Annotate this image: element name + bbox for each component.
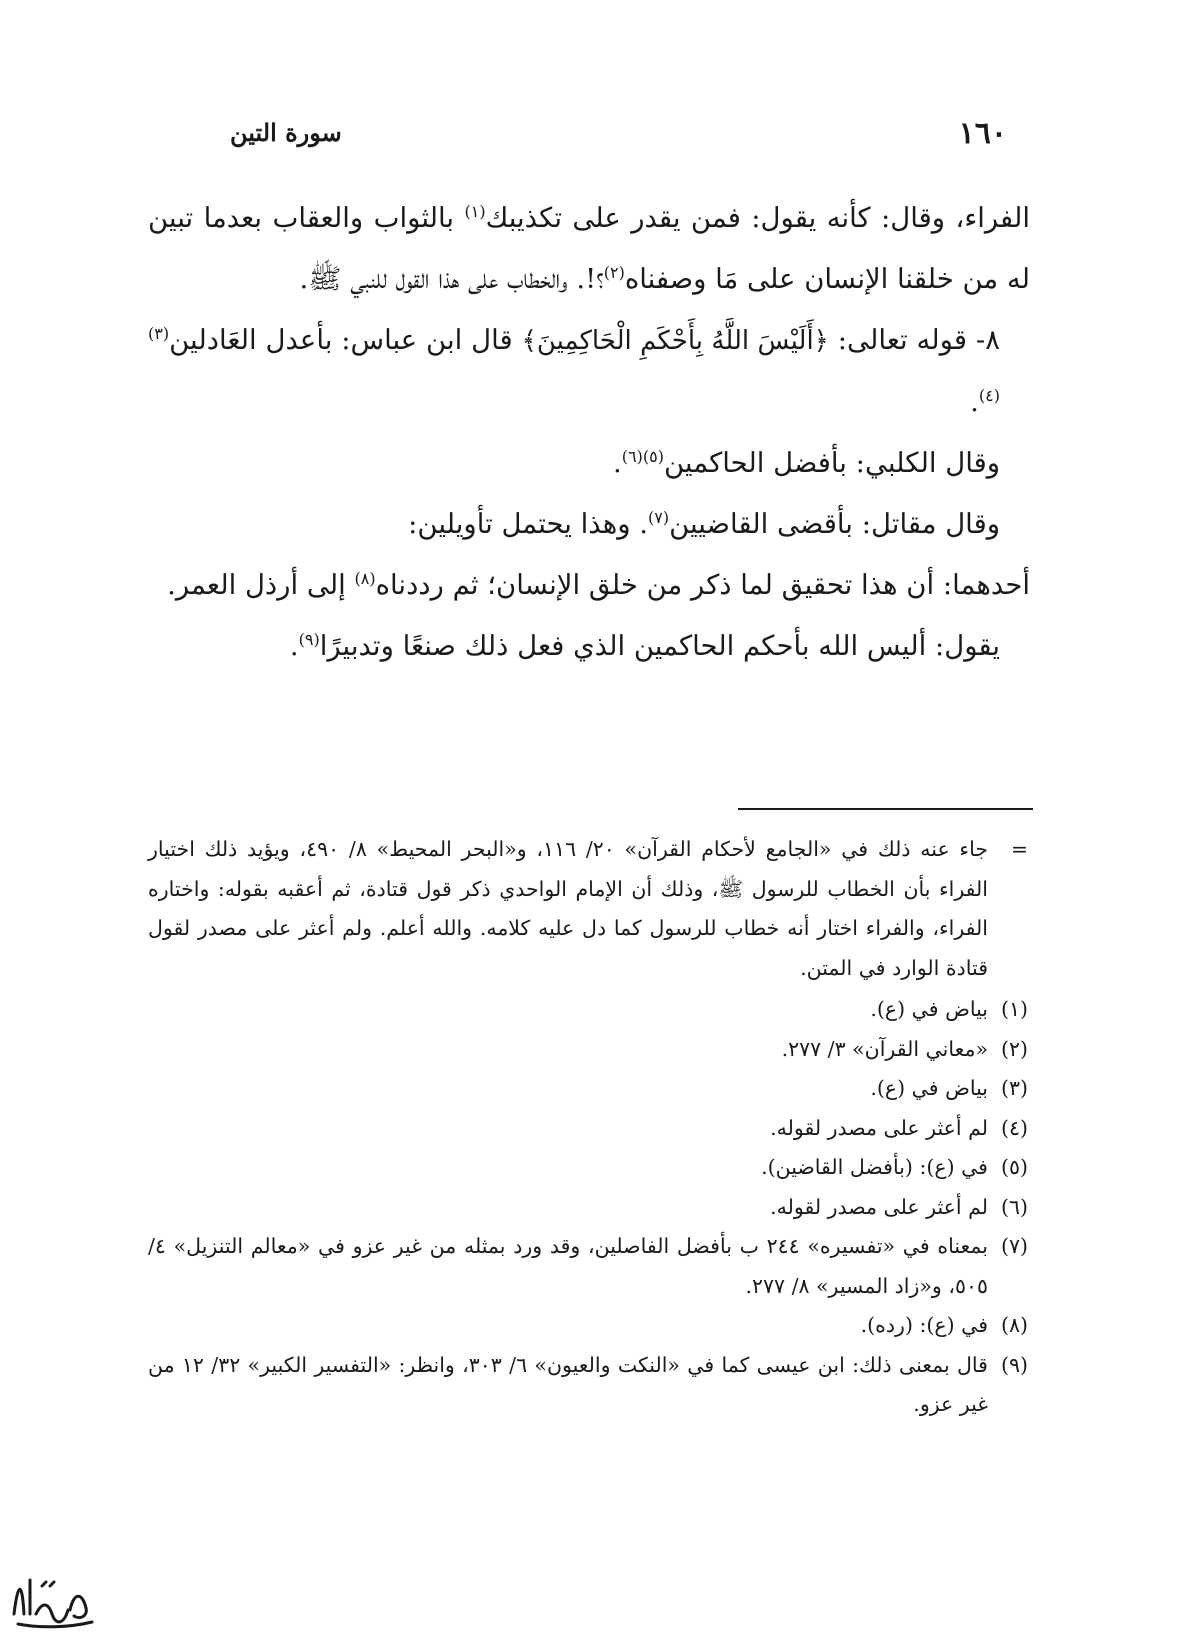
footnote-number: (٢) [1000, 1036, 1028, 1061]
footnote [148, 1306, 1028, 1346]
footnote [148, 1346, 1028, 1425]
footnote-number: (١) [1000, 997, 1028, 1021]
paragraph-4: وقال مقاتل: بأقضى القاضيين$^{(٧)}$. وهذا يحتمل تأويلين: [408, 507, 1000, 540]
footnote-text: في (ع): (رده). [860, 1313, 988, 1337]
footnote-ref: (٧) [647, 507, 670, 527]
footnote-text: بمعناه في «تفسيره» ٢٤٤ ب بأفضل الفاصلين، وقد ورد بمثله من غير عزو في «معالم التنزيل» ٤/ ٥٠٥، و«زاد المسير» ٨/ ٢٧٧. [148, 1234, 988, 1298]
footnote [148, 1109, 1028, 1149]
footnote-ref: (٩) [298, 629, 320, 649]
footnote-continuation [148, 830, 1028, 988]
footnote-text: لم أعثر على مصدر لقوله. [770, 1115, 988, 1140]
paragraph-5: أحدهما: أن هذا تحقيق لما ذكر من خلق الإنسان؛ ثم رددناه$^{(٨)}$ إلى أرذل العمر. [167, 568, 1030, 601]
footnote-ref: (٥)(٦) [621, 446, 664, 466]
footnote [148, 990, 1028, 1030]
paragraph-2: ٨- قوله تعالى: ﴿أَلَيْسَ اللَّهُ بِأَحْكَمِ الْحَاكِمِينَ﴾ قال ابن عباس: بأعدل العَادلين$^{(٣)(٤)}$. [148, 323, 1000, 418]
footnote-text: قال بمعنى ذلك: ابن عيسى كما في «النكت والعيون» ٦/ ٣٠٣، وانظر: «التفسير الكبير» ٣٢/ ١٢ من غير عزو. [148, 1352, 988, 1416]
footnote [148, 1188, 1028, 1228]
footnote-text: «معاني القرآن» ٣/ ٢٧٧. [781, 1036, 988, 1061]
footnote-number: (٧) [1000, 1234, 1028, 1258]
footnote-text: لم أعثر على مصدر لقوله. [770, 1194, 988, 1219]
footnote [148, 1030, 1028, 1070]
page-number: ١٦٠ [958, 116, 1007, 151]
paragraph-6: يقول: أليس الله بأحكم الحاكمين الذي فعل ذلك صنعًا وتدبيرًا$^{(٩)}$. [289, 629, 1000, 662]
footnotes [148, 990, 1028, 1425]
footnote-divider [738, 808, 1033, 810]
footnote-ref: (٢) [603, 262, 625, 282]
footnote [148, 1069, 1028, 1109]
footnote-number: (٣) [1000, 1076, 1028, 1100]
footnote-number: (٦) [1000, 1194, 1028, 1219]
footnote-number: (٤) [1000, 1115, 1028, 1140]
footnote-number: (٨) [1000, 1313, 1028, 1337]
paragraph-1: الفراء، وقال: كأنه يقول: فمن يقدر على تكذيبك$^{(١)}$ بالثواب والعقاب بعدما تبين له من خلقنا الإنسان على مَا وصفناه$^{(٢)}$؟!. والخطاب على هذا القول للنبي ﷺ. [148, 201, 1030, 295]
footnote-text: بياض في (ع). [870, 1076, 988, 1100]
footnote-ref: (١) [464, 201, 486, 221]
footnote-text: بياض في (ع). [870, 997, 988, 1021]
continuation-marker: = [1010, 837, 1028, 861]
main-text [148, 188, 1030, 677]
surah-title: سورة التين [230, 118, 342, 147]
footnote-ref: (٨) [354, 568, 376, 588]
quran-verse: ﴿أَلَيْسَ اللَّهُ بِأَحْكَمِ الْحَاكِمِينَ﴾ [521, 326, 829, 356]
footnote-ref: (٣)(٤) [148, 323, 1000, 405]
continuation-text: جاء عنه ذلك في «الجامع لأحكام القرآن» ٢٠/ ١١٦، و«البحر المحيط» ٨/ ٤٩٠، ويؤيد ذلك اختيار الفراء بأن الخطاب للرسول ﷺ، وذلك أن الإمام الواحدي ذكر قول قتادة، ثم أعقبه بقوله: واختاره الفراء، والفراء اختار أنه خطاب للرسول كما دل عليه كلامه. والله أعلم. ولم أعثر على مصدر لقول قتادة الوارد في المتن. [148, 837, 988, 980]
footnote-number: (٥) [1000, 1155, 1028, 1179]
paragraph-3: وقال الكلبي: بأفضل الحاكمين$^{(٥)(٦)}$. [613, 446, 1000, 479]
footnote-text: في (ع): (بأفضل القاضين). [761, 1155, 988, 1179]
footnote [148, 1227, 1028, 1306]
calligraphy-logo-icon [8, 1562, 98, 1632]
page-header [150, 112, 1035, 152]
footnote-number: (٩) [1000, 1352, 1028, 1377]
footnote [148, 1148, 1028, 1188]
